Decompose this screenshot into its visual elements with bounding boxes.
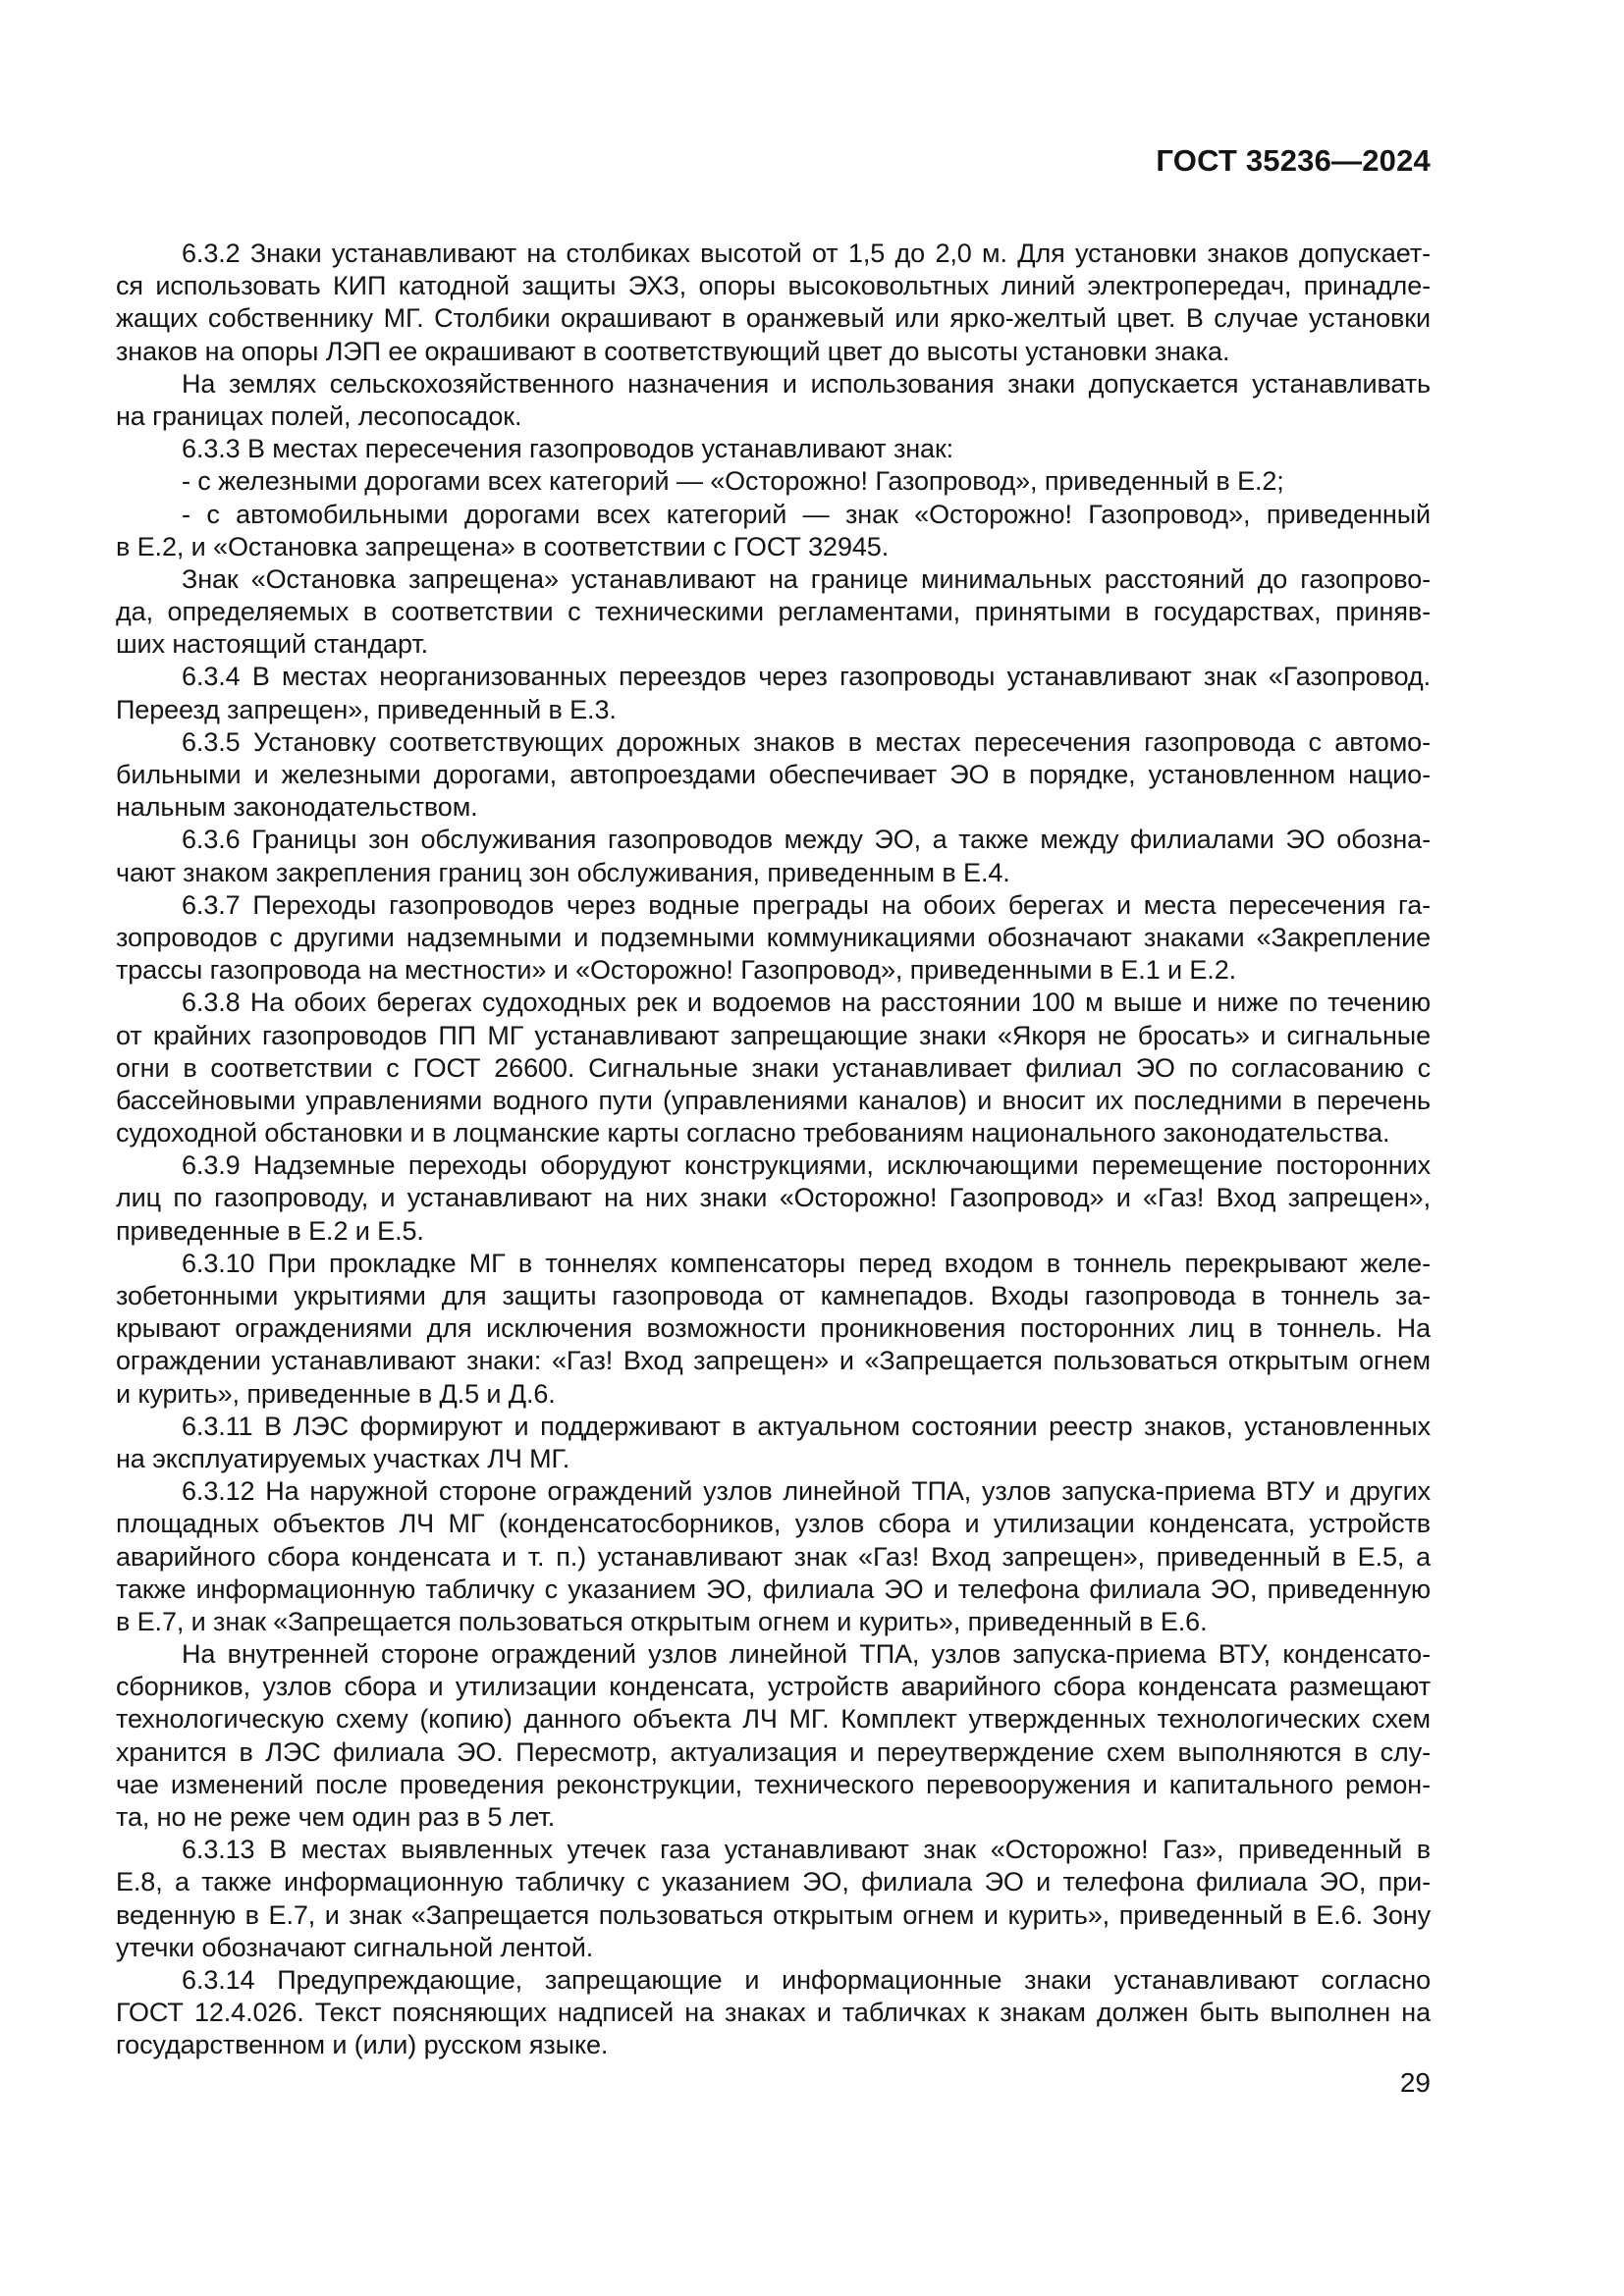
paragraph-line: судоходной обстановки и в лоцманские карты согласно требованиям национального законодательства. [116,1118,1390,1148]
paragraph-line: нальным законодательством. [116,792,478,823]
paragraph-line: ших настоящий стандарт. [116,629,429,660]
paragraph [116,465,1431,498]
paragraph-line: 6.3.9 Надземные переходы оборудуют конструкциями, исключающими перемещение посторонних [182,1150,1431,1181]
paragraph-line: 6.3.10 При прокладке МГ в тоннелях компенсаторы перед входом в тоннель перекрывают желе- [182,1248,1431,1278]
paragraph-line: технологическую схему (копию) данного объекта ЛЧ МГ. Комплект утвержденных технологических схем [116,1704,1431,1735]
paragraph [116,1964,1431,2062]
paragraph-line: площадных объектов ЛЧ МГ (конденсатосборников, узлов сбора и утилизации конденсата, устройств [116,1509,1431,1539]
paragraph [116,889,1431,988]
paragraph-line: от крайних газопроводов ПП МГ устанавливают запрещающие знаки «Якоря не бросать» и сигнальные [116,1020,1431,1050]
paragraph-line: веденную в Е.7, и знак «Запрещается пользоваться открытым огнем и курить», приведенный в Е.6. Зону [116,1899,1431,1930]
document-body [116,238,1431,2062]
paragraph-line: 6.3.4 В местах неорганизованных переездов через газопроводы устанавливают знак «Газопровод. [182,662,1431,692]
paragraph-line: 6.3.13 В местах выявленных утечек газа устанавливают знак «Осторожно! Газ», приведенный в [182,1835,1431,1865]
document-header-standard-code: ГОСТ 35236—2024 [1156,143,1431,178]
paragraph-line: на границах полей, лесопосадок. [116,400,522,431]
paragraph [116,987,1431,1149]
paragraph-line: трассы газопровода на местности» и «Осторожно! Газопровод», приведенными в Е.1 и Е.2. [116,955,1237,986]
paragraph-line: 6.3.12 На наружной стороне ограждений узлов линейной ТПА, узлов запуска-приема ВТУ и других [182,1476,1431,1507]
paragraph [116,1638,1431,1834]
paragraph-line: в Е.7, и знак «Запрещается пользоваться открытым огнем и курить», приведенный в Е.6. [116,1606,1208,1636]
paragraph-line: государственном и (или) русском языке. [116,2030,609,2060]
paragraph-line: 6.3.3 В местах пересечения газопроводов устанавливают знак: [182,434,954,464]
paragraph-line: ГОСТ 12.4.026. Текст поясняющих надписей на знаках и табличках к знакам должен быть выполнен на [116,1998,1431,2028]
paragraph-line: ся использовать КИП катодной защиты ЭХЗ, опоры высоковольтных линий электропередач, принадле- [116,271,1431,301]
paragraph-line: хранится в ЛЭС филиала ЭО. Пересмотр, актуализация и переутверждение схем выполняются в слу- [116,1736,1431,1767]
paragraph-line: та, но не реже чем один раз в 5 лет. [116,1802,556,1832]
paragraph-line: бассейновыми управлениями водного пути (управлениями каналов) и вносит их последними в перечень [116,1085,1431,1115]
paragraph [116,1248,1431,1411]
paragraph-line: также информационную табличку с указанием ЭО, филиала ЭО и телефона филиала ЭО, приведенную [116,1574,1431,1604]
paragraph [116,1834,1431,1964]
paragraph-line: На землях сельскохозяйственного назначения и использования знаки допускается устанавливать [182,368,1431,399]
paragraph [116,824,1431,888]
paragraph-line: зобетонными укрытиями для защиты газопровода от камнепадов. Входы газопровода в тоннель за- [116,1281,1431,1310]
paragraph-line: 6.3.14 Предупреждающие, запрещающие и информационные знаки устанавливают согласно [182,1964,1431,1995]
paragraph-line: - с автомобильными дорогами всех категорий — знак «Осторожно! Газопровод», приведенный [182,499,1431,529]
paragraph-line: аварийного сбора конденсата и т. п.) устанавливают знак «Газ! Вход запрещен», приведенный в Е.5, а [116,1541,1431,1572]
paragraph-line: крывают ограждениями для исключения возможности проникновения посторонних лиц в тоннель. На [116,1313,1431,1344]
paragraph [116,368,1431,433]
paragraph-line: чае изменений после проведения реконструкции, технического перевооружения и капитального ремон- [116,1769,1431,1799]
paragraph-line: 6.3.6 Границы зон обслуживания газопроводов между ЭО, а также между филиалами ЭО обозна- [182,825,1431,855]
paragraph-line: 6.3.7 Переходы газопроводов через водные преграды на обоих берегах и места пересечения га- [182,889,1431,920]
paragraph-line: приведенные в Е.2 и Е.5. [116,1215,424,1246]
paragraph-line: Переезд запрещен», приведенный в Е.3. [116,694,617,724]
paragraph-line: на эксплуатируемых участках ЛЧ МГ. [116,1443,570,1473]
paragraph-line: зопроводов с другими надземными и подземными коммуникациями обозначают знаками «Закрепление [116,922,1431,952]
paragraph-line: бильными и железными дорогами, автопроездами обеспечивает ЭО в порядке, установленном нацио- [116,760,1431,789]
paragraph-line: чают знаком закрепления границ зон обслуживания, приведенным в Е.4. [116,857,1010,887]
paragraph-line: 6.3.2 Знаки устанавливают на столбиках высотой от 1,5 до 2,0 м. Для установки знаков допускает- [182,239,1431,268]
paragraph [116,1411,1431,1475]
paragraph-line: жащих собственнику МГ. Столбики окрашивают в оранжевый или ярко-желтый цвет. В случае установки [116,303,1431,334]
paragraph-line: огни в соответствии с ГОСТ 26600. Сигнальные знаки устанавливает филиал ЭО по согласованию с [116,1052,1431,1083]
paragraph [116,563,1431,662]
paragraph [116,499,1431,563]
paragraph-line: знаков на опоры ЛЭП ее окрашивают в соответствующий цвет до высоты установки знака. [116,336,1230,366]
paragraph-line: - с железными дорогами всех категорий — «Осторожно! Газопровод», приведенный в Е.2; [182,466,1284,497]
paragraph-line: и курить», приведенные в Д.5 и Д.6. [116,1378,556,1409]
page-number: 29 [1399,2067,1431,2098]
paragraph [116,238,1431,368]
paragraph-line: сборников, узлов сбора и утилизации конденсата, устройств аварийного сбора конденсата размещают [116,1672,1431,1702]
paragraph-line: Знак «Остановка запрещена» устанавливают на границе минимальных расстояний до газопрово- [182,563,1431,594]
paragraph-line: 6.3.5 Установку соответствующих дорожных знаков в местах пересечения газопровода с автомо- [182,726,1431,757]
paragraph-line: в Е.2, и «Остановка запрещена» в соответствии с ГОСТ 32945. [116,531,890,561]
paragraph-line: На внутренней стороне ограждений узлов линейной ТПА, узлов запуска-приема ВТУ, конденсато- [182,1639,1431,1670]
paragraph [116,1475,1431,1638]
paragraph [116,1149,1431,1248]
paragraph-line: 6.3.8 На обоих берегах судоходных рек и водоемов на расстоянии 100 м выше и ниже по течению [182,988,1431,1018]
paragraph-line: утечки обозначают сигнальной лентой. [116,1932,594,1962]
paragraph [116,433,1431,465]
paragraph-line: 6.3.11 В ЛЭС формируют и поддерживают в актуальном состоянии реестр знаков, установленных [182,1411,1431,1441]
paragraph-line: ограждении устанавливают знаки: «Газ! Вход запрещен» и «Запрещается пользоваться открытым огнем [116,1346,1431,1376]
paragraph [116,661,1431,725]
paragraph [116,726,1431,825]
paragraph-line: да, определяемых в соответствии с техническими регламентами, принятыми в государствах, приняв- [116,597,1431,627]
paragraph-line: Е.8, а также информационную табличку с указанием ЭО, филиала ЭО и телефона филиала ЭО, при- [116,1867,1431,1897]
paragraph-line: лиц по газопроводу, и устанавливают на них знаки «Осторожно! Газопровод» и «Газ! Вход запрещен», [116,1183,1431,1213]
